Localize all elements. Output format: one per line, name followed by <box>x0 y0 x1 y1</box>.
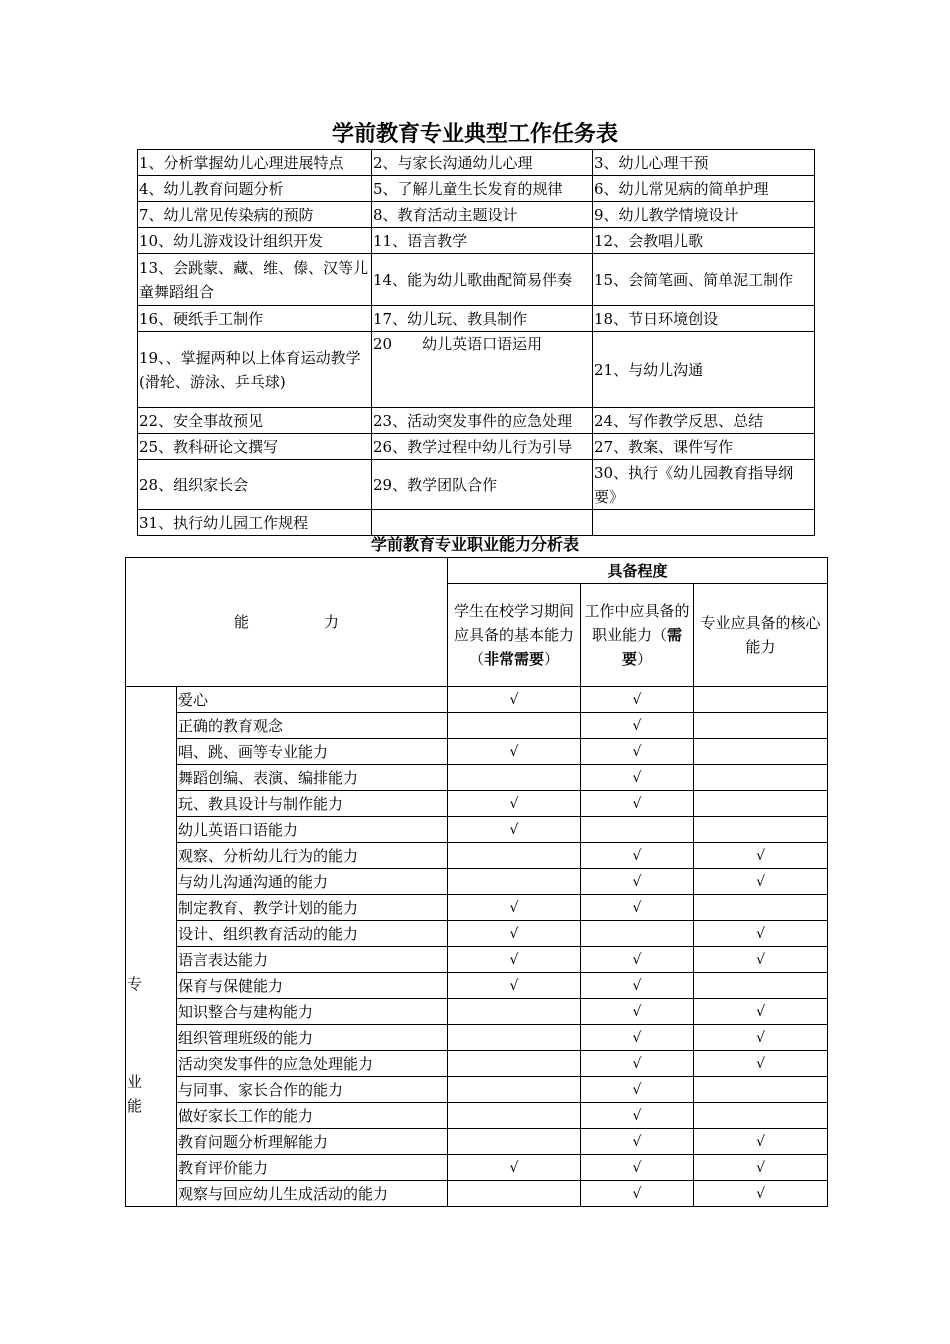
task-cell: 19、、掌握两种以上体育运动教学(滑轮、游泳、乒乓球) <box>138 332 372 408</box>
ability-name: 教育评价能力 <box>177 1155 448 1181</box>
check-cell-c2: √ <box>581 973 694 999</box>
check-cell-c3 <box>694 817 828 843</box>
ability-name: 正确的教育观念 <box>177 713 448 739</box>
task-cell: 11、语言教学 <box>372 228 593 254</box>
ability-name: 组织管理班级的能力 <box>177 1025 448 1051</box>
task-cell: 24、写作教学反思、总结 <box>593 408 815 434</box>
ability-name: 与同事、家长合作的能力 <box>177 1077 448 1103</box>
check-cell-c1: √ <box>448 895 581 921</box>
task-cell: 6、幼儿常见病的简单护理 <box>593 176 815 202</box>
category-cell <box>126 687 177 1207</box>
check-cell-c1 <box>448 713 581 739</box>
check-cell-c1 <box>448 843 581 869</box>
task-cell: 8、教育活动主题设计 <box>372 202 593 228</box>
check-cell-c3 <box>694 765 828 791</box>
check-cell-c1: √ <box>448 817 581 843</box>
check-cell-c2: √ <box>581 999 694 1025</box>
task-cell: 28、组织家长会 <box>138 460 372 510</box>
check-cell-c2: √ <box>581 739 694 765</box>
ability-name: 制定教育、教学计划的能力 <box>177 895 448 921</box>
check-cell-c3 <box>694 687 828 713</box>
check-cell-c2: √ <box>581 1103 694 1129</box>
task-cell: 10、幼儿游戏设计组织开发 <box>138 228 372 254</box>
check-cell-c3 <box>694 895 828 921</box>
ability-row <box>126 791 828 817</box>
ability-name: 幼儿英语口语能力 <box>177 817 448 843</box>
check-cell-c3 <box>694 739 828 765</box>
check-cell-c3: √ <box>694 1155 828 1181</box>
check-cell-c1 <box>448 1103 581 1129</box>
task-cell: 9、幼儿教学情境设计 <box>593 202 815 228</box>
degree-header: 具备程度 <box>448 558 828 584</box>
check-cell-c2: √ <box>581 895 694 921</box>
check-cell-c1 <box>448 1181 581 1207</box>
ability-row <box>126 739 828 765</box>
check-cell-c1 <box>448 1051 581 1077</box>
check-cell-c3: √ <box>694 921 828 947</box>
check-cell-c3: √ <box>694 869 828 895</box>
check-cell-c2: √ <box>581 687 694 713</box>
category-char: 能 <box>127 1097 143 1115</box>
ability-name: 舞蹈创编、表演、编排能力 <box>177 765 448 791</box>
ability-row <box>126 765 828 791</box>
ability-row <box>126 1103 828 1129</box>
ability-name: 玩、教具设计与制作能力 <box>177 791 448 817</box>
check-cell-c1: √ <box>448 1155 581 1181</box>
task-cell: 14、能为幼儿歌曲配简易伴奏 <box>372 254 593 306</box>
task-table <box>137 149 815 536</box>
check-cell-c3 <box>694 973 828 999</box>
ability-row <box>126 843 828 869</box>
check-cell-c1: √ <box>448 921 581 947</box>
check-cell-c2 <box>581 817 694 843</box>
ability-name: 爱心 <box>177 687 448 713</box>
ability-name: 观察、分析幼儿行为的能力 <box>177 843 448 869</box>
check-cell-c2: √ <box>581 791 694 817</box>
col-core-header: 专业应具备的核心能力 <box>694 584 828 687</box>
check-cell-c2 <box>581 921 694 947</box>
task-table-title: 学前教育专业典型工作任务表 <box>331 122 618 147</box>
ability-row <box>126 1051 828 1077</box>
check-cell-c2: √ <box>581 765 694 791</box>
check-cell-c1 <box>448 1025 581 1051</box>
ability-row <box>126 1025 828 1051</box>
task-cell: 1、分析掌握幼儿心理进展特点 <box>138 150 372 176</box>
ability-table <box>125 557 828 1207</box>
task-cell: 12、会教唱儿歌 <box>593 228 815 254</box>
ability-row <box>126 999 828 1025</box>
ability-row <box>126 1181 828 1207</box>
check-cell-c1: √ <box>448 791 581 817</box>
ability-name: 观察与回应幼儿生成活动的能力 <box>177 1181 448 1207</box>
ability-name: 与幼儿沟通沟通的能力 <box>177 869 448 895</box>
task-cell: 27、教案、课件写作 <box>593 434 815 460</box>
check-cell-c2: √ <box>581 1155 694 1181</box>
task-cell <box>593 510 815 536</box>
task-cell: 31、执行幼儿园工作规程 <box>138 510 372 536</box>
check-cell-c3: √ <box>694 999 828 1025</box>
ability-header: 能 力 <box>126 558 448 687</box>
ability-name: 设计、组织教育活动的能力 <box>177 921 448 947</box>
task-cell: 26、教学过程中幼儿行为引导 <box>372 434 593 460</box>
check-cell-c3: √ <box>694 1025 828 1051</box>
check-cell-c1: √ <box>448 739 581 765</box>
check-cell-c3: √ <box>694 1129 828 1155</box>
ability-row <box>126 973 828 999</box>
task-cell: 17、幼儿玩、教具制作 <box>372 306 593 332</box>
ability-name: 知识整合与建构能力 <box>177 999 448 1025</box>
check-cell-c2: √ <box>581 843 694 869</box>
task-cell: 30、执行《幼儿园教育指导纲要》 <box>593 460 815 510</box>
check-cell-c2: √ <box>581 1077 694 1103</box>
ability-row <box>126 921 828 947</box>
check-cell-c3 <box>694 713 828 739</box>
task-cell: 29、教学团队合作 <box>372 460 593 510</box>
task-cell: 25、教科研论文撰写 <box>138 434 372 460</box>
task-cell <box>372 510 593 536</box>
ability-row <box>126 947 828 973</box>
task-cell: 5、了解儿童生长发育的规律 <box>372 176 593 202</box>
ability-row <box>126 817 828 843</box>
task-cell: 13、会跳蒙、藏、维、傣、汉等儿童舞蹈组合 <box>138 254 372 306</box>
task-cell: 22、安全事故预见 <box>138 408 372 434</box>
ability-row <box>126 1077 828 1103</box>
check-cell-c2: √ <box>581 947 694 973</box>
ability-row <box>126 1155 828 1181</box>
task-cell: 16、硬纸手工制作 <box>138 306 372 332</box>
check-cell-c2: √ <box>581 713 694 739</box>
col-professional-header: 工作中应具备的职业能力（需要） <box>581 584 694 687</box>
task-cell: 3、幼儿心理干预 <box>593 150 815 176</box>
check-cell-c3 <box>694 1103 828 1129</box>
check-cell-c2: √ <box>581 1181 694 1207</box>
check-cell-c1 <box>448 869 581 895</box>
ability-row <box>126 713 828 739</box>
check-cell-c3: √ <box>694 1051 828 1077</box>
task-cell: 15、会简笔画、简单泥工制作 <box>593 254 815 306</box>
check-cell-c1: √ <box>448 947 581 973</box>
ability-name: 唱、跳、画等专业能力 <box>177 739 448 765</box>
ability-row <box>126 1129 828 1155</box>
check-cell-c3 <box>694 1077 828 1103</box>
check-cell-c1 <box>448 1077 581 1103</box>
check-cell-c3: √ <box>694 843 828 869</box>
task-cell: 20 幼儿英语口语运用 <box>372 332 593 408</box>
check-cell-c2: √ <box>581 1129 694 1155</box>
check-cell-c3 <box>694 791 828 817</box>
ability-name: 教育问题分析理解能力 <box>177 1129 448 1155</box>
ability-row <box>126 869 828 895</box>
check-cell-c1 <box>448 765 581 791</box>
ability-name: 做好家长工作的能力 <box>177 1103 448 1129</box>
ability-name: 保育与保健能力 <box>177 973 448 999</box>
check-cell-c3: √ <box>694 947 828 973</box>
check-cell-c1 <box>448 1129 581 1155</box>
ability-name: 活动突发事件的应急处理能力 <box>177 1051 448 1077</box>
check-cell-c3: √ <box>694 1181 828 1207</box>
task-cell: 18、节日环境创设 <box>593 306 815 332</box>
category-char: 专 <box>127 975 143 993</box>
task-cell: 23、活动突发事件的应急处理 <box>372 408 593 434</box>
col-basic-header: 学生在校学习期间应具备的基本能力（非常需要） <box>448 584 581 687</box>
ability-table-title: 学前教育专业职业能力分析表 <box>370 535 579 554</box>
check-cell-c2: √ <box>581 1051 694 1077</box>
check-cell-c2: √ <box>581 1025 694 1051</box>
task-cell: 4、幼儿教育问题分析 <box>138 176 372 202</box>
task-cell: 21、与幼儿沟通 <box>593 332 815 408</box>
task-cell: 7、幼儿常见传染病的预防 <box>138 202 372 228</box>
check-cell-c1: √ <box>448 687 581 713</box>
check-cell-c1 <box>448 999 581 1025</box>
check-cell-c2: √ <box>581 869 694 895</box>
ability-name: 语言表达能力 <box>177 947 448 973</box>
ability-row <box>126 687 828 713</box>
task-cell: 2、与家长沟通幼儿心理 <box>372 150 593 176</box>
ability-row <box>126 895 828 921</box>
check-cell-c1: √ <box>448 973 581 999</box>
category-char: 业 <box>127 1073 143 1091</box>
